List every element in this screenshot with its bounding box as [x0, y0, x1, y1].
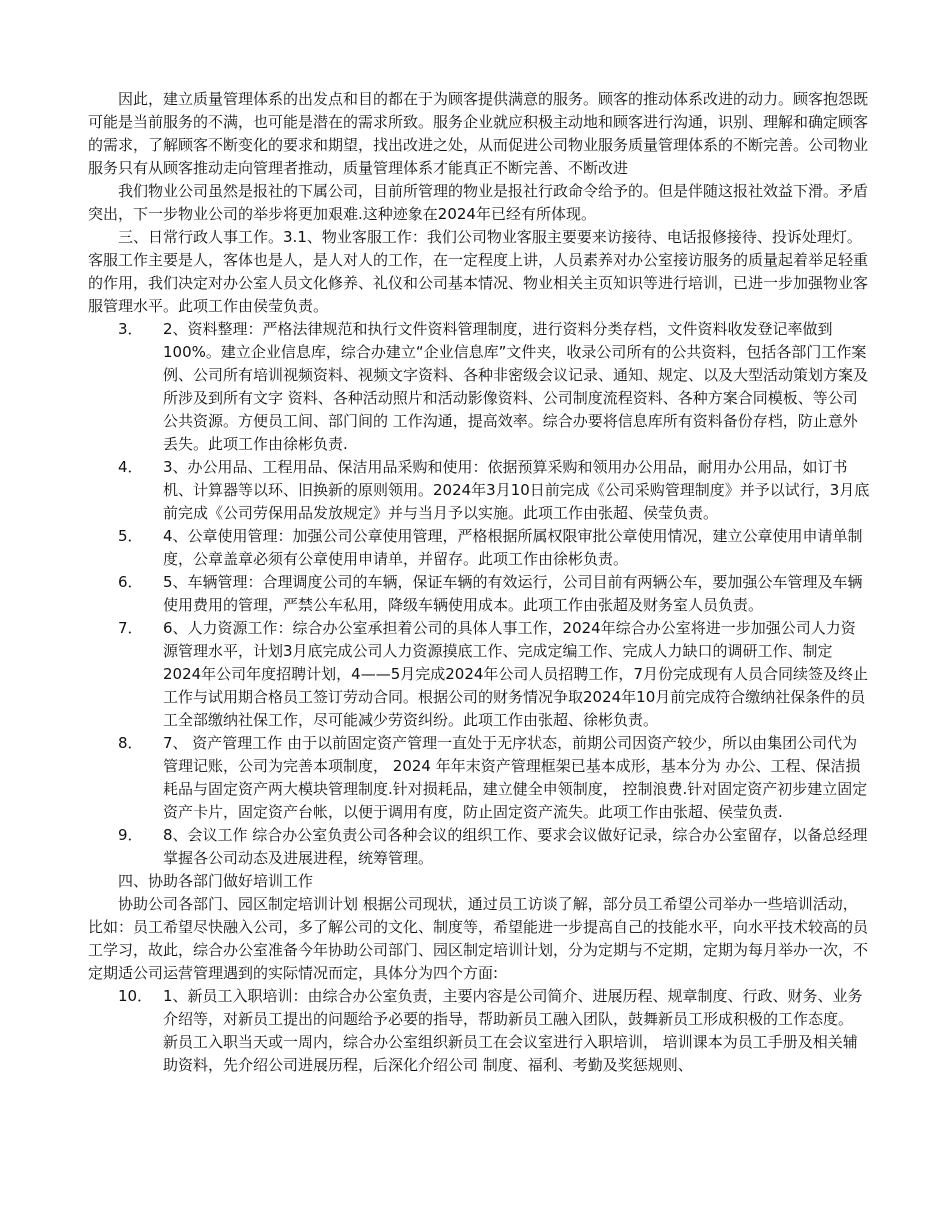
list-item — [88, 617, 870, 732]
list-item-number: 9． — [118, 826, 143, 844]
list-item — [88, 985, 870, 1077]
list-item — [88, 824, 870, 870]
list-item — [88, 525, 870, 571]
list-item-number: 7． — [118, 619, 143, 637]
paragraph-training-plan: 协助公司各部门、园区制定培训计划 根据公司现状，通过员工访谈了解，部分员工希望公司举办一些培训活动， 比如：员工希望尽快融入公司，多了解公司的文化、制度等，希望能进一步提高自己的技能水平，向水平技术较高的员工学习，故此，综合办公室准备今年协助公司部门、园区制定培训计划，分为定期与不定期，定期为每月举办一次，不 定期适公司运营管理遇到的实际情况而定，具体分为四个方面: — [88, 895, 869, 982]
list-item — [88, 571, 870, 617]
list-item-text: 8、会议工作 综合办公室负责公司各种会议的组织工作、要求会议做好记录，综合办公室留存，以备总经理掌握各公司动态及进展进程，统筹管理。 — [163, 826, 868, 867]
list-item-number: 4． — [118, 458, 143, 476]
list-item-text: 6、人力资源工作：综合办公室承担着公司的具体人事工作，2024年综合办公室将进一步加强公司人力资源管理水平，计划3月底完成公司人力资源摸底工作、完成定编工作、完成人力缺口的调研工作、制定2024年公司年度招聘计划，4——5月完成2024年公司人员招聘工作，7月份完成现有人员合同续签及终止工作与试用期合格员工签订劳动合同。根据公司的财务情况争取2024年10月前完成符合缴纳社保条件的员工全部缴纳社保工作，尽可能减少劳资纠纷。此项工作由张超、徐彬负责。 — [163, 619, 868, 729]
list-item-number: 3． — [118, 320, 143, 338]
list-item — [88, 732, 870, 824]
list-item-text: 7、 资产管理工作 由于以前固定资产管理一直处于无序状态，前期公司因资产较少，所以由集团公司代为管理记账，公司为完善本项制度， 2024 年年末资产管理框架已基本成形，基本分为 办公、工程、保洁损耗品与固定资产两大模块管理制度.针对损耗品，建立健全申领制度， 控制浪费.针对固定资产初步建立固定资产卡片，固定资产台帐，以便于调用有度，防止固定资产流失。此项工作由张超、侯莹负责. — [163, 734, 868, 821]
list-item-text: 3、办公用品、工程用品、保洁用品采购和使用：依据预算采购和领用办公用品，耐用办公用品，如订书机、计算器等以环、旧换新的原则领用。2024年3月10日前完成《公司采购管理制度》并予以试行，3月底前完成《公司劳保用品发放规定》并与当月予以实施。此项工作由张超、侯莹负责。 — [163, 458, 870, 522]
paragraph-quality-system: 因此，建立质量管理体系的出发点和目的都在于为顾客提供满意的服务。顾客的推动体系改进的动力。顾客抱怨既可能是当前服务的不满，也可能是潜在的需求所致。服务企业就应积极主动地和顾客进行沟通，识别、理解和确定顾客的需求，了解顾客不断变化的要求和期望，找出改进之处，从而促进公司物业服务质量管理体系的不断完善。公司物业服务只有从顾客推动走向管理者推动，质量管理体系才能真正不断完善、不断改进 — [88, 90, 869, 177]
list-item-number: 6． — [118, 573, 143, 591]
paragraph-daily-admin: 三、日常行政人事工作。3.1、物业客服工作：我们公司物业客服主要要来访接待、电话报修接待、投诉处理灯。客服工作主要是人，客体也是人，是人对人的工作，在一定程度上讲，人员素养对办公室接访服务的质量起着举足轻重的作用，我们决定对办公室人员文化修养、礼仪和公司基本情况、物业相关主页知识等进行培训，已进一步加强物业客服管理水平。此项工作由侯莹负责。 — [88, 228, 869, 315]
list-item-text: 2、资料整理：严格法律规范和执行文件资料管理制度，进行资料分类存档，文件资料收发登记率做到100%。建立企业信息库，综合办建立“企业信息库”文件夹，收录公司所有的公共资料，包括各部门工作案例、公司所有培训视频资料、视频文字资料、各种非密级会议记录、通知、规定、以及大型活动策划方案及所涉及到所有文字 资料、各种活动照片和活动影像资料、公司制度流程资料、各种方案合同模板、等公司公共资源。方便员工间、部门间的 工作沟通，提高效率。综合办要将信息库所有资料备份存档，防止意外丢失。此项工作由徐彬负责. — [163, 320, 869, 453]
list-item-number: 10． — [118, 987, 153, 1005]
list-item-text: 5、车辆管理：合理调度公司的车辆，保证车辆的有效运行，公司目前有两辆公车，要加强公车管理及车辆使用费用的管理，严禁公车私用，降级车辆使用成本。此项工作由张超及财务室人员负责。 — [163, 573, 863, 614]
list-item-number: 5． — [118, 527, 143, 545]
list-item-text: 4、公章使用管理：加强公司公章使用管理，严格根据所属权限审批公章使用情况，建立公章使用申请单制度，公章盖章必须有公章使用申请单，并留存。此项工作由徐彬负责。 — [163, 527, 863, 568]
list-item-text: 1、新员工入职培训：由综合办公室负责，主要内容是公司简介、进展历程、规章制度、行政、财务、业务介绍等，对新员工提出的问题给予必要的指导，帮助新员工融入团队，鼓舞新员工形成积极的工作态度。 新员工入职当天或一周内，综合办公室组织新员工在会议室进行入职培训， 培训课本为员工手册及相关辅助资料，先介绍公司进展历程，后深化介绍公司 制度、福利、考勤及奖惩规则、 — [163, 987, 863, 1074]
list-item — [88, 318, 870, 456]
list-item-number: 8． — [118, 734, 143, 752]
section-heading-training: 四、协助各部门做好培训工作 — [118, 872, 314, 890]
paragraph-newspaper-subsidiary: 我们物业公司虽然是报社的下属公司，目前所管理的物业是报社行政命令给予的。但是伴随这报社效益下滑。矛盾突出，下一步物业公司的举步将更加艰难.这种迹象在2024年已经有所体现。 — [88, 182, 869, 223]
list-item — [88, 456, 870, 525]
